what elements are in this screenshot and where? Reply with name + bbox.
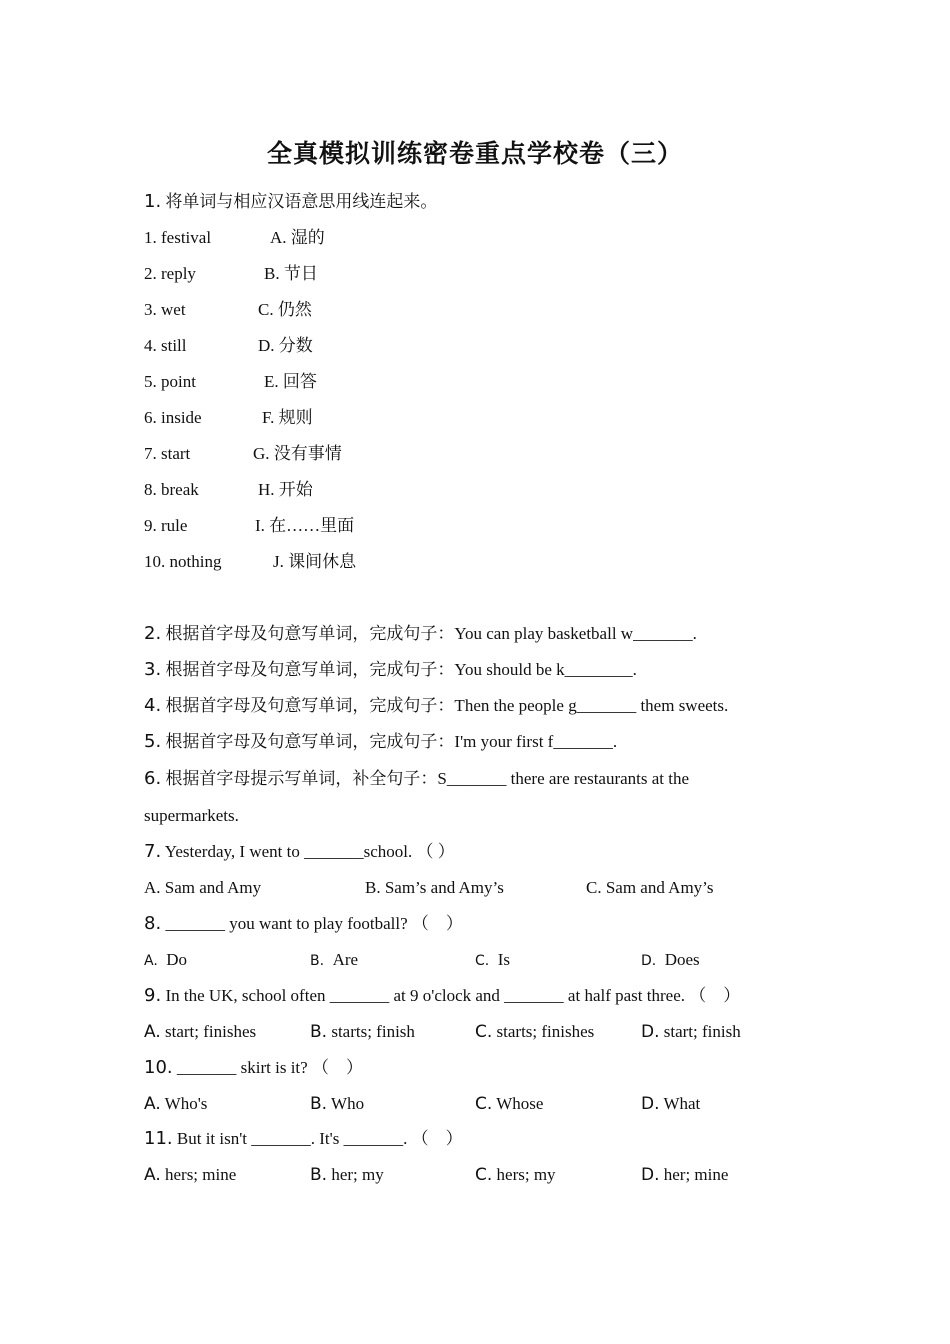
question-2 — [144, 623, 697, 645]
question-number: 8. — [144, 913, 162, 934]
option-letter: D. — [641, 1022, 660, 1042]
question-text: Yesterday, I went to _______school. （ ） — [161, 842, 455, 861]
question-text: 将单词与相应汉语意思用线连起来。 — [161, 192, 438, 211]
question-number: 1. — [144, 191, 162, 212]
option-b — [310, 1021, 415, 1043]
question-11 — [144, 1128, 463, 1150]
match-word: 7. start — [144, 444, 191, 463]
match-word: 6. inside — [144, 408, 202, 427]
question-number: 5. — [144, 731, 162, 752]
question-number: 9. — [144, 985, 162, 1006]
option-a — [144, 1093, 207, 1115]
question-number: 6. — [144, 768, 162, 789]
option-b: B. Sam’s and Amy’s — [365, 878, 504, 897]
option-text: Whose — [492, 1094, 544, 1113]
question-text: 根据首字母及句意写单词，完成句子：I'm your first f_______. — [161, 732, 618, 751]
option-text: Is — [497, 950, 511, 969]
option-letter: A. — [144, 1165, 161, 1185]
question-text: In the UK, school often _______ at 9 o'clock and _______ at half past three. （ ） — [161, 986, 741, 1005]
option-text: Are — [332, 950, 359, 969]
option-letter: D. — [641, 1165, 660, 1185]
option-text: starts; finish — [327, 1022, 415, 1041]
question-text: 根据首字母及句意写单词，完成句子：Then the people g_______ them sweets. — [161, 696, 729, 715]
match-word: 1. festival — [144, 228, 212, 247]
option-letter: A. — [144, 1022, 161, 1042]
option-c — [475, 1021, 594, 1043]
match-word: 10. nothing — [144, 552, 222, 571]
match-word: 3. wet — [144, 300, 186, 319]
option-text: hers; mine — [160, 1165, 237, 1184]
match-meaning: H. 开始 — [258, 480, 313, 499]
option-letter: B. — [310, 1165, 328, 1185]
question-7 — [144, 841, 455, 863]
option-a: A. Sam and Amy — [144, 878, 262, 897]
question-number: 3. — [144, 659, 162, 680]
option-a — [144, 1164, 236, 1186]
match-meaning: A. 湿的 — [270, 228, 325, 247]
question-8 — [144, 913, 463, 935]
question-10 — [144, 1057, 363, 1079]
option-letter: A. — [144, 953, 158, 969]
match-meaning: E. 回答 — [264, 372, 317, 391]
question-text: 根据首字母及句意写单词，完成句子：You should be k________. — [161, 660, 637, 679]
option-text: start; finish — [659, 1022, 741, 1041]
question-text: _______ skirt is it? （ ） — [172, 1058, 363, 1077]
match-word: 5. point — [144, 372, 196, 391]
match-meaning: D. 分数 — [258, 336, 313, 355]
question-6-continued: supermarkets. — [144, 806, 239, 825]
match-word: 4. still — [144, 336, 187, 355]
question-number: 7. — [144, 841, 162, 862]
option-text: start; finishes — [160, 1022, 257, 1041]
option-letter: D. — [641, 953, 657, 969]
question-5 — [144, 731, 617, 753]
option-a — [144, 949, 187, 972]
option-letter: B. — [310, 1022, 328, 1042]
option-text: Who's — [160, 1094, 208, 1113]
option-c — [475, 1164, 556, 1186]
question-1 — [144, 191, 437, 213]
option-b — [310, 949, 358, 972]
option-letter: D. — [641, 1094, 660, 1114]
option-b — [310, 1164, 384, 1186]
option-letter: A. — [144, 1094, 161, 1114]
option-c — [475, 949, 510, 972]
question-number: 10. — [144, 1057, 173, 1078]
option-c — [475, 1093, 543, 1115]
question-text: _______ you want to play football? （ ） — [161, 914, 463, 933]
option-text: her; my — [327, 1165, 384, 1184]
option-a — [144, 1021, 256, 1043]
option-letter: B. — [310, 1094, 328, 1114]
option-text: starts; finishes — [492, 1022, 595, 1041]
option-text: hers; my — [492, 1165, 556, 1184]
option-text: Do — [166, 950, 188, 969]
match-meaning: C. 仍然 — [258, 300, 312, 319]
question-text: 根据首字母及句意写单词，完成句子：You can play basketball w_______. — [161, 624, 697, 643]
page-title: 全真模拟训练密卷重点学校卷（三） — [266, 141, 683, 168]
question-text: But it isn't _______. It's _______. （ ） — [172, 1129, 463, 1148]
match-word: 8. break — [144, 480, 199, 499]
option-d — [641, 1164, 728, 1186]
match-meaning: J. 课间休息 — [273, 552, 357, 571]
option-letter: C. — [475, 1165, 493, 1185]
option-text: her; mine — [659, 1165, 729, 1184]
match-word: 2. reply — [144, 264, 196, 283]
option-d — [641, 949, 700, 972]
question-6 — [144, 768, 689, 790]
option-letter: B. — [310, 953, 325, 969]
match-meaning: F. 规则 — [262, 408, 313, 427]
match-meaning: I. 在……里面 — [255, 516, 355, 535]
match-meaning: B. 节日 — [264, 264, 318, 283]
option-letter: C. — [475, 953, 490, 969]
option-d — [641, 1093, 700, 1115]
match-meaning: G. 没有事情 — [253, 444, 342, 463]
question-number: 4. — [144, 695, 162, 716]
option-text: Who — [327, 1094, 365, 1113]
option-text: What — [659, 1094, 701, 1113]
question-3 — [144, 659, 637, 681]
option-b — [310, 1093, 364, 1115]
option-text: Does — [664, 950, 700, 969]
question-4 — [144, 695, 728, 717]
option-letter: C. — [475, 1022, 493, 1042]
option-c: C. Sam and Amy’s — [586, 878, 714, 897]
question-9 — [144, 985, 740, 1007]
question-text: 根据首字母提示写单词，补全句子：S_______ there are restaurants at the — [161, 769, 690, 788]
question-number: 2. — [144, 623, 162, 644]
option-d — [641, 1021, 741, 1043]
option-letter: C. — [475, 1094, 493, 1114]
question-number: 11. — [144, 1128, 173, 1149]
match-word: 9. rule — [144, 516, 188, 535]
